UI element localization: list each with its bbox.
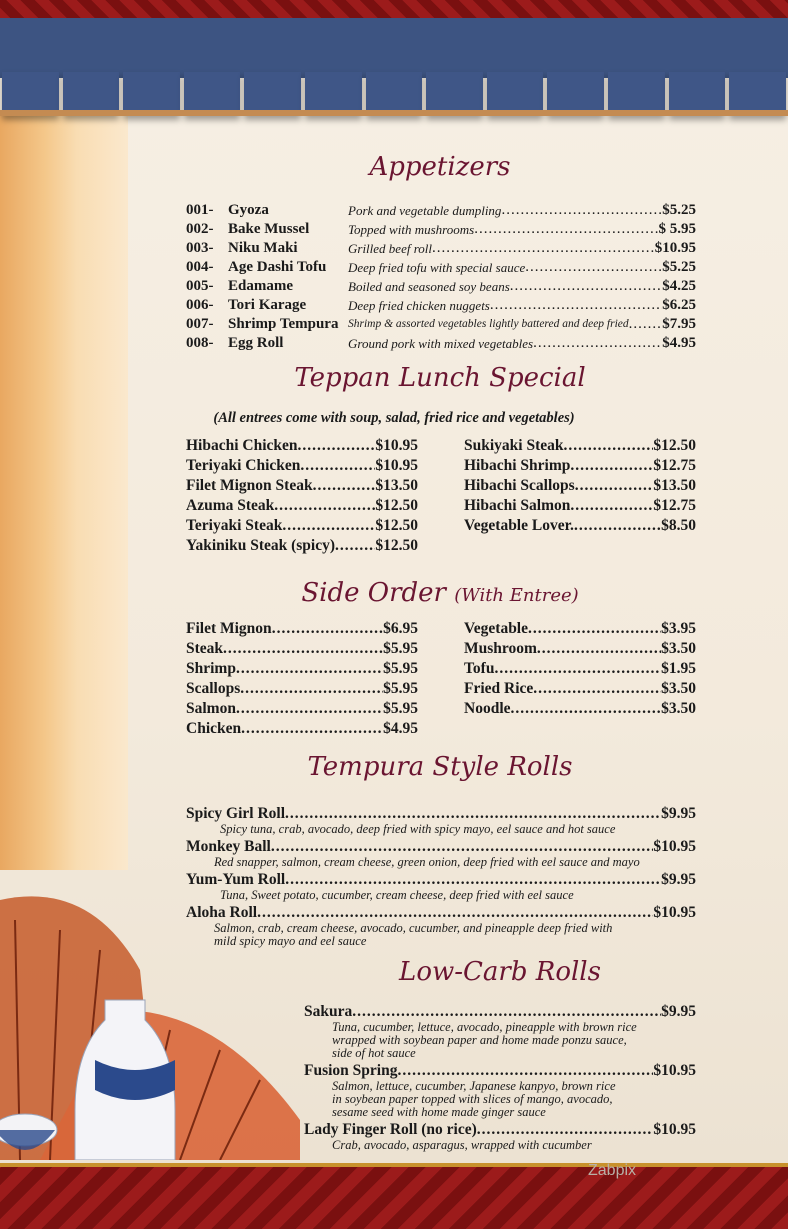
appetizer-price: $7.95 xyxy=(662,316,696,332)
side-item-name: Scallops xyxy=(186,680,241,697)
leader-dots xyxy=(474,220,658,239)
leader-dots xyxy=(564,436,654,456)
leader-dots xyxy=(501,201,662,220)
appetizer-name: Bake Mussel xyxy=(228,221,310,237)
teppan-item-price: $12.50 xyxy=(375,497,418,514)
appetizer-name: Edamame xyxy=(228,278,293,294)
leader-dots xyxy=(525,258,662,277)
leader-dots xyxy=(236,659,383,679)
tempura-roll-name: Yum-Yum Roll xyxy=(186,871,286,888)
side-item-name: Fried Rice xyxy=(464,680,534,697)
appetizer-row xyxy=(186,258,696,277)
lowcarb-roll xyxy=(304,1002,696,1060)
appetizer-desc-line xyxy=(348,315,696,334)
appetizer-price: $4.95 xyxy=(662,335,696,351)
lowcarb-roll xyxy=(304,1061,696,1119)
leader-dots xyxy=(533,334,662,353)
lowcarb-roll-description: Tuna, cucumber, lettuce, avocado, pineapple with brown rice xyxy=(332,1020,637,1034)
tempura-roll-head xyxy=(186,870,696,889)
side-item xyxy=(186,699,418,719)
lowcarb-roll xyxy=(304,1120,696,1152)
leader-dots xyxy=(477,1120,654,1139)
side-item xyxy=(464,679,696,699)
teppan-item xyxy=(464,436,696,456)
leader-dots xyxy=(285,804,661,823)
side-order-title xyxy=(0,578,788,608)
tempura-roll-price: $10.95 xyxy=(653,838,696,855)
teppan-item-name: Sukiyaki Steak xyxy=(464,437,564,454)
teppan-item-price: $10.95 xyxy=(375,437,418,454)
leader-dots xyxy=(241,719,383,739)
appetizer-row xyxy=(186,315,696,334)
leader-dots xyxy=(272,619,383,639)
appetizer-number: 001- xyxy=(186,202,214,218)
side-item-name: Shrimp xyxy=(186,660,236,677)
leader-dots xyxy=(510,277,662,296)
leader-dots xyxy=(574,516,661,536)
side-item xyxy=(186,639,418,659)
tempura-roll-price: $9.95 xyxy=(661,871,696,888)
appetizer-price: $5.25 xyxy=(662,202,696,218)
side-item-name: Tofu xyxy=(464,660,495,677)
lowcarb-roll-description: in soybean paper topped with slices of mango, avocado, xyxy=(332,1092,613,1106)
lowcarb-roll-description: side of hot sauce xyxy=(332,1046,416,1060)
leader-dots xyxy=(274,496,375,516)
tempura-roll xyxy=(186,837,696,869)
teppan-item xyxy=(464,496,696,516)
leader-dots xyxy=(629,315,663,334)
side-item-name: Noodle xyxy=(464,700,511,717)
appetizer-name: Egg Roll xyxy=(228,335,284,351)
tempura-roll-head xyxy=(186,903,696,922)
appetizer-row xyxy=(186,201,696,220)
teppan-item xyxy=(186,516,418,536)
appetizer-row xyxy=(186,220,696,239)
appetizer-desc-line xyxy=(348,201,696,220)
teppan-item-price: $13.50 xyxy=(653,477,696,494)
side-item xyxy=(186,619,418,639)
tempura-roll-description: Spicy tuna, crab, avocado, deep fried with spicy mayo, eel sauce and hot sauce xyxy=(220,822,616,836)
teppan-item-name: Hibachi Salmon xyxy=(464,497,571,514)
teppan-item-name: Hibachi Scallops xyxy=(464,477,575,494)
leader-dots xyxy=(570,456,653,476)
side-order-title-main: Side Order xyxy=(301,578,446,608)
tempura-title: Tempura Style Rolls xyxy=(307,752,573,782)
side-item-name: Vegetable xyxy=(464,620,528,637)
teppan-item-price: $12.50 xyxy=(375,537,418,554)
leader-dots xyxy=(240,679,383,699)
appetizer-name: Shrimp Tempura xyxy=(228,316,339,332)
leader-dots xyxy=(298,436,376,456)
lowcarb-roll-head xyxy=(304,1061,696,1080)
teppan-item-price: $8.50 xyxy=(661,517,696,534)
side-item xyxy=(186,679,418,699)
appetizer-description: Deep fried chicken nuggets xyxy=(348,298,490,313)
teppan-item-price: $12.75 xyxy=(653,497,696,514)
appetizer-name: Tori Karage xyxy=(228,297,307,313)
appetizer-number: 008- xyxy=(186,335,214,351)
leader-dots xyxy=(352,1002,661,1021)
appetizer-number: 003- xyxy=(186,240,214,256)
teppan-item-name: Teriyaki Steak xyxy=(186,517,283,534)
side-item-name: Chicken xyxy=(186,720,242,737)
tempura-roll-description: Salmon, crab, cream cheese, avocado, cucumber, and pineapple deep fried with xyxy=(214,921,613,935)
appetizer-desc-line xyxy=(348,277,696,296)
teppan-item-price: $12.50 xyxy=(653,437,696,454)
leader-dots xyxy=(236,699,383,719)
appetizer-row xyxy=(186,334,696,353)
lowcarb-roll-name: Sakura xyxy=(304,1003,353,1020)
leader-dots xyxy=(537,639,661,659)
side-item xyxy=(464,699,696,719)
leader-dots xyxy=(285,870,661,889)
leader-dots xyxy=(575,476,654,496)
side-item-name: Mushroom xyxy=(464,640,537,657)
tempura-roll-description: Tuna, Sweet potato, cucumber, cream cheese, deep fried with eel sauce xyxy=(220,888,574,902)
teppan-item xyxy=(186,496,418,516)
teppan-item xyxy=(186,436,418,456)
tempura-roll xyxy=(186,903,696,948)
leader-dots xyxy=(511,699,662,719)
leader-dots xyxy=(313,476,376,496)
appetizer-description: Grilled beef roll xyxy=(348,241,433,256)
teppan-item xyxy=(186,536,418,556)
appetizer-description: Boiled and seasoned soy beans xyxy=(348,279,510,294)
appetizer-description: Ground pork with mixed vegetables xyxy=(348,336,534,351)
side-item xyxy=(464,639,696,659)
watermark-logo: Zabpix xyxy=(588,1162,637,1179)
teppan-item-price: $13.50 xyxy=(375,477,418,494)
tempura-roll-name: Monkey Ball xyxy=(186,838,271,855)
appetizer-name: Niku Maki xyxy=(228,240,298,256)
appetizers-title: Appetizers xyxy=(369,152,511,182)
teppan-item-name: Vegetable Lover. xyxy=(464,517,574,534)
tempura-roll xyxy=(186,804,696,836)
appetizer-desc-line xyxy=(348,220,696,239)
lowcarb-title: Low-Carb Rolls xyxy=(399,957,601,987)
side-item-name: Filet Mignon xyxy=(186,620,272,637)
side-item-price: $3.95 xyxy=(661,620,696,637)
leader-dots xyxy=(494,659,661,679)
leader-dots xyxy=(432,239,655,258)
noren-rail xyxy=(0,110,788,116)
tempura-roll-head xyxy=(186,804,696,823)
appetizer-price: $6.25 xyxy=(662,297,696,313)
side-item-name: Salmon xyxy=(186,700,236,717)
side-item-price: $5.95 xyxy=(383,640,418,657)
lowcarb-roll-name: Fusion Spring xyxy=(304,1062,398,1079)
teppan-item-name: Teriyaki Chicken xyxy=(186,457,301,474)
side-item-price: $6.95 xyxy=(383,620,418,637)
teppan-item-name: Filet Mignon Steak xyxy=(186,477,313,494)
teppan-item-name: Hibachi Chicken xyxy=(186,437,298,454)
teppan-item-name: Hibachi Shrimp xyxy=(464,457,571,474)
leader-dots xyxy=(282,516,375,536)
tempura-roll-price: $9.95 xyxy=(661,805,696,822)
appetizer-desc-line xyxy=(348,258,696,277)
appetizer-desc-line xyxy=(348,239,696,258)
leader-dots xyxy=(271,837,654,856)
appetizer-price: $10.95 xyxy=(654,240,696,256)
appetizer-description: Pork and vegetable dumpling xyxy=(348,203,502,218)
appetizer-desc-line xyxy=(348,296,696,315)
teppan-note: (All entrees come with soup, salad, fried rice and vegetables) xyxy=(213,410,575,426)
teppan-item-price: $12.75 xyxy=(653,457,696,474)
tempura-roll-description: mild spicy mayo and eel sauce xyxy=(214,934,367,948)
lowcarb-roll-name: Lady Finger Roll (no rice) xyxy=(304,1121,477,1138)
tempura-roll-name: Aloha Roll xyxy=(186,904,258,921)
teppan-title: Teppan Lunch Special xyxy=(294,363,586,393)
teppan-item-name: Azuma Steak xyxy=(186,497,275,514)
tempura-roll-name: Spicy Girl Roll xyxy=(186,805,286,822)
side-item-price: $5.95 xyxy=(383,680,418,697)
appetizer-price: $4.25 xyxy=(662,278,696,294)
lowcarb-roll-head xyxy=(304,1120,696,1139)
leader-dots xyxy=(300,456,375,476)
lowcarb-roll-price: $10.95 xyxy=(653,1121,696,1138)
teppan-item xyxy=(464,516,696,536)
noren-curtain xyxy=(0,18,788,78)
side-item-price: $1.95 xyxy=(661,660,696,677)
side-item-name: Steak xyxy=(186,640,224,657)
appetizer-row xyxy=(186,296,696,315)
lowcarb-roll-description: Salmon, lettuce, cucumber, Japanese kanpyo, brown rice xyxy=(332,1079,616,1093)
appetizer-number: 007- xyxy=(186,316,214,332)
leader-dots xyxy=(397,1061,653,1080)
tempura-roll-head xyxy=(186,837,696,856)
leader-dots xyxy=(533,679,661,699)
leader-dots xyxy=(335,536,375,556)
side-item-price: $4.95 xyxy=(383,720,418,737)
appetizer-number: 005- xyxy=(186,278,214,294)
leader-dots xyxy=(528,619,661,639)
appetizer-number: 004- xyxy=(186,259,214,275)
appetizer-description: Shrimp & assorted vegetables lightly battered and deep fried xyxy=(348,318,629,330)
teppan-item-price: $10.95 xyxy=(375,457,418,474)
appetizer-row xyxy=(186,277,696,296)
leader-dots xyxy=(223,639,383,659)
side-item xyxy=(186,659,418,679)
teppan-item-price: $12.50 xyxy=(375,517,418,534)
appetizer-number: 002- xyxy=(186,221,214,237)
lowcarb-roll-price: $10.95 xyxy=(653,1062,696,1079)
appetizer-description: Topped with mushrooms xyxy=(348,222,475,237)
appetizer-price: $5.25 xyxy=(662,259,696,275)
tempura-roll xyxy=(186,870,696,902)
teppan-item xyxy=(186,456,418,476)
side-item-price: $3.50 xyxy=(661,680,696,697)
appetizer-name: Age Dashi Tofu xyxy=(228,259,327,275)
appetizer-row xyxy=(186,239,696,258)
side-item xyxy=(464,619,696,639)
appetizer-number: 006- xyxy=(186,297,214,313)
side-order-title-sub: (With Entree) xyxy=(454,585,579,606)
teppan-item xyxy=(464,456,696,476)
side-item xyxy=(186,719,418,739)
bottom-decor-band xyxy=(0,1167,788,1229)
leader-dots xyxy=(490,296,662,315)
side-item-price: $5.95 xyxy=(383,700,418,717)
side-item-price: $3.50 xyxy=(661,640,696,657)
lowcarb-roll-description: wrapped with soybean paper and home made ponzu sauce, xyxy=(332,1033,627,1047)
side-item xyxy=(464,659,696,679)
appetizer-desc-line xyxy=(348,334,696,353)
teppan-item-name: Yakiniku Steak (spicy) xyxy=(186,537,336,554)
lowcarb-roll-description: sesame seed with home made ginger sauce xyxy=(332,1105,546,1119)
tempura-roll-price: $10.95 xyxy=(653,904,696,921)
side-item-price: $5.95 xyxy=(383,660,418,677)
teppan-item xyxy=(464,476,696,496)
leader-dots xyxy=(570,496,653,516)
appetizer-name: Gyoza xyxy=(228,202,269,218)
appetizer-description: Deep fried tofu with special sauce xyxy=(348,260,526,275)
lowcarb-roll-price: $9.95 xyxy=(661,1003,696,1020)
side-item-price: $3.50 xyxy=(661,700,696,717)
teppan-item xyxy=(186,476,418,496)
tempura-roll-description: Red snapper, salmon, cream cheese, green onion, deep fried with eel sauce and mayo xyxy=(214,855,640,869)
lowcarb-roll-head xyxy=(304,1002,696,1021)
appetizer-price: $ 5.95 xyxy=(658,221,696,237)
leader-dots xyxy=(257,903,653,922)
lowcarb-roll-description: Crab, avocado, asparagus, wrapped with cucumber xyxy=(332,1138,592,1152)
